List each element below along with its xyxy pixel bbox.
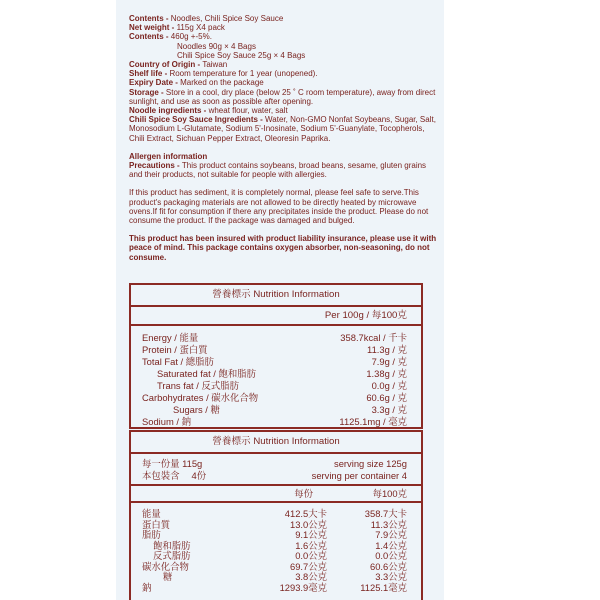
nutrient-row-zh [131,551,421,562]
origin-line [129,60,439,69]
storage-line [129,88,439,106]
allergen-title: Allergen information [129,151,208,161]
storage-value: Store in a cool, dry place (below 25 ˚ C room temperature), away from direct sunlight, and use as soon as possible after opening. [129,87,436,106]
nutrient-value: 7.9g / 克 [371,356,407,367]
nutrient-per-100g: 3.3公克 [375,571,407,582]
nutrient-label: Saturated fat / 飽和脂肪 [157,368,256,379]
nutrition-table-zh [129,430,423,600]
nutrient-row-zh [131,583,421,594]
nutrient-per-serving: 13.0公克 [290,518,327,530]
nutrient-row [131,356,421,368]
nutrient-value: 1.38g / 克 [366,368,407,379]
contents2-label: Contents - [129,32,171,42]
contents2-value: 460g +-5%. [170,32,212,42]
nutrient-per-serving: 69.7公克 [290,560,327,572]
product-info-panel [116,0,444,600]
precautions-label: Precautions - [129,161,182,171]
nutrient-per-serving: 1293.9毫克 [279,581,327,593]
nutrient-label: Sodium / 鈉 [142,416,191,427]
nutrient-per-100g: 60.6公克 [370,560,407,572]
column-header-row [131,486,421,503]
sauce-ingredients-value: Water, Non-GMO Nonfat Soybeans, Sugar, Salt, Monosodium L-Glutamate, Sodium 5'-Inosinate, Sodium 5'-Guanylate, Tocopherols, Chili Extract, Sichuan Pepper Extract, Oleoresin Paprika. [129,115,436,143]
nutrient-value: 1125.1mg / 毫克 [339,416,407,427]
nutrition-table-en-per-row [131,307,421,326]
nutrient-label-zh: 碳水化合物 [142,560,189,572]
noodle-ingredients-value: wheat flour, water, salt [208,106,288,116]
col-per-serving: 每份 [294,488,313,499]
nutrition-table-zh-title: 營養標示 Nutrition Information [131,432,421,454]
insurance-note: This product has been insured with product liability insurance, please use it with peace of mind. This package contains oxygen absorber, non-seasoning, do not consume. [129,234,437,262]
net-weight-line [129,23,439,32]
expiry-value: Marked on the package [180,78,264,88]
nutrient-label: Energy / 能量 [142,332,199,343]
product-details [129,14,439,262]
contents2-sauce: Chili Spice Soy Sauce 25g × 4 Bags [177,50,306,60]
nutrient-label-zh: 蛋白質 [142,518,171,530]
nutrient-per-100g: 7.9公克 [375,529,407,540]
serving-info [131,454,421,486]
contents-line [129,14,439,23]
origin-value: Taiwan [202,60,228,70]
nutrient-label: Protein / 蛋白質 [142,344,208,355]
col-per-100g: 每100克 [372,488,407,499]
nutrient-label: Total Fat / 總脂肪 [142,356,214,367]
container-en: serving per container 4 [311,470,407,481]
nutrient-value: 0.0g / 克 [371,380,407,391]
nutrient-row [131,404,421,416]
nutrition-table-en-title: 營養標示 Nutrition Information [131,285,421,307]
nutrient-row [131,416,421,428]
expiry-line [129,78,439,87]
nutrient-per-100g: 1125.1毫克 [360,581,407,593]
nutrient-per-100g: 1.4公克 [375,539,407,551]
storage-label: Storage - [129,87,166,97]
nutrient-row [131,380,421,392]
shelf-value: Room temperature for 1 year (unopened). [169,69,318,79]
nutrition-table-en-rows [131,332,421,428]
contents2-noodles: Noodles 90g × 4 Bags [177,41,256,51]
net-weight-label: Net weight - [129,23,177,33]
sauce-ingredients-line [129,115,439,143]
expiry-label: Expiry Date - [129,78,181,88]
shelf-label: Shelf life - [129,69,170,79]
container-zh: 本包裝含 4份 [142,470,207,481]
nutrient-row [131,368,421,380]
nutrient-label: Carbohydrates / 碳水化合物 [142,392,259,403]
net-weight-value: 115g X4 pack [176,23,225,33]
nutrient-value: 358.7kcal / 千卡 [340,332,407,343]
nutrient-per-serving: 1.6公克 [295,539,327,551]
nutrient-per-serving: 3.8公克 [295,571,327,582]
nutrient-label: Sugars / 糖 [173,404,220,415]
origin-label: Country of Origin - [129,60,203,70]
serving-en: serving size 125g [334,458,407,469]
nutrition-table-en [129,283,423,429]
nutrient-value: 60.6g / 克 [366,392,407,403]
nutrient-value: 3.3g / 克 [371,404,407,415]
nutrition-table-zh-rows [131,509,421,593]
nutrient-value: 11.3g / 克 [367,344,407,355]
nutrient-row [131,344,421,356]
shelf-line [129,69,439,78]
nutrient-per-serving: 9.1公克 [295,529,327,540]
nutrient-row-zh [131,509,421,520]
nutrient-label: Trans fat / 反式脂肪 [157,380,239,391]
nutrient-per-100g: 0.0公克 [375,550,407,561]
nutrient-label-zh: 糖 [163,571,173,582]
sediment-note: If this product has sediment, it is completely normal, please feel safe to serve.This product's packaging materials are not allowed to be directly heated by microwave ovens.If fit for consumption if there any precipitates inside the product. Please do not consume the product. If the package was damaged and bulged. [129,188,429,226]
per-100g-label: Per 100g / 每100克 [324,310,407,321]
nutrient-row [131,392,421,404]
noodle-ingredients-line [129,106,439,115]
sauce-ingredients-label: Chili Spice Soy Sauce Ingredients - [129,115,266,125]
precautions-line [129,161,439,179]
nutrient-row-zh [131,530,421,541]
contents2-line [129,32,439,41]
nutrient-row-zh [131,572,421,583]
nutrient-per-serving: 0.0公克 [295,550,327,561]
contents-label: Contents - [129,14,171,23]
noodle-ingredients-label: Noodle ingredients - [129,106,209,116]
nutrient-per-100g: 358.7大卡 [364,508,407,519]
nutrient-label-zh: 飽和脂肪 [153,539,191,551]
serving-zh: 每一份量 115g [142,458,203,469]
nutrient-label-zh: 反式脂肪 [153,550,191,561]
precautions-value: This product contains soybeans, broad beans, sesame, gluten grains and their products, not suitable for people with allergies. [129,161,427,180]
nutrient-label-zh: 脂肪 [142,529,161,540]
nutrient-per-serving: 412.5大卡 [284,508,327,519]
nutrient-per-100g: 11.3公克 [370,518,407,530]
contents-value: Noodles, Chili Spice Soy Sauce [170,14,284,23]
nutrient-label-zh: 鈉 [142,581,152,593]
nutrient-row [131,332,421,344]
nutrient-label-zh: 能量 [142,508,161,519]
